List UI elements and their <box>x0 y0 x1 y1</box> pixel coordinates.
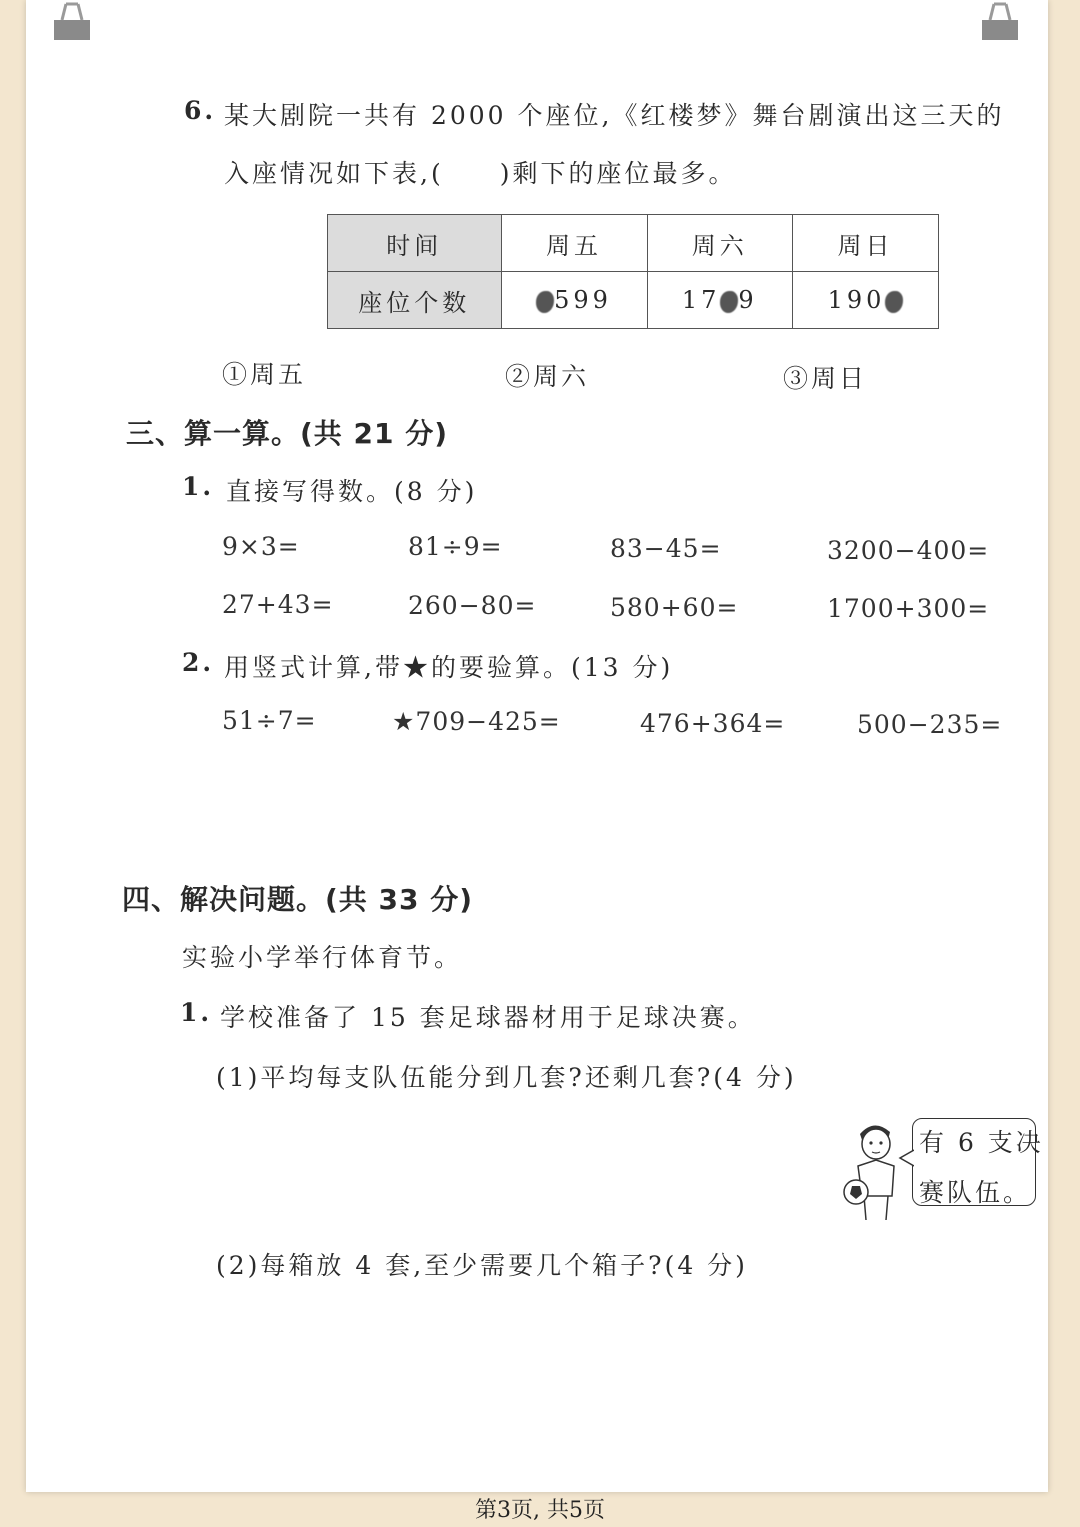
option-3: ③周日 <box>783 364 868 393</box>
table-header-cell: 周日 <box>793 215 939 272</box>
ink-blot <box>720 291 738 313</box>
table-header-cell: 周五 <box>501 215 647 272</box>
math-expression: 580+60= <box>610 593 739 622</box>
speech-pointer-icon <box>898 1148 914 1168</box>
math-expression: 1700+300= <box>827 594 990 623</box>
math-expression: 500−235= <box>857 710 1003 739</box>
seat-table <box>327 214 939 329</box>
question-text: 用竖式计算,带★的要验算。(13 分) <box>224 653 674 682</box>
question-number: 2. <box>182 648 215 677</box>
question-number: 1. <box>182 472 215 501</box>
math-expression: ★709−425= <box>392 707 561 736</box>
table-cell: 190 <box>793 272 939 329</box>
speech-text: 有 6 支决 <box>919 1128 1044 1157</box>
math-expression: 83−45= <box>610 534 722 563</box>
table-cell: 599 <box>501 272 647 329</box>
table-header-cell: 周六 <box>647 215 793 272</box>
speech-bubble <box>912 1118 1044 1207</box>
math-expression: 81÷9= <box>408 532 503 561</box>
question-number: 1. <box>180 998 213 1027</box>
math-expression: 476+364= <box>640 709 786 738</box>
table-row-label: 座位个数 <box>328 272 502 329</box>
table-header-cell: 时间 <box>328 215 502 272</box>
section-title: 三、算一算。(共 21 分) <box>126 417 449 450</box>
binder-clip-icon <box>52 2 92 42</box>
option-1: ①周五 <box>222 360 307 389</box>
math-expression: 260−80= <box>408 591 537 620</box>
sub-question: (2)每箱放 4 套,至少需要几个箱子?(4 分) <box>216 1251 748 1280</box>
table-row <box>328 272 939 329</box>
binder-clip-icon <box>980 2 1020 42</box>
section-intro: 实验小学举行体育节。 <box>182 943 463 972</box>
question-text: 直接写得数。(8 分) <box>226 477 478 506</box>
math-expression: 3200−400= <box>827 536 990 565</box>
question-text: 某大剧院一共有 2000 个座位,《红楼梦》舞台剧演出这三天的 <box>224 101 1005 130</box>
speech-text: 赛队伍。 <box>919 1178 1032 1207</box>
section-title: 四、解决问题。(共 33 分) <box>122 883 474 916</box>
page-footer: 第3页, 共5页 <box>475 1498 605 1523</box>
math-expression: 9×3= <box>222 532 300 561</box>
math-expression: 27+43= <box>222 590 334 619</box>
sub-question: (1)平均每支队伍能分到几套?还剩几套?(4 分) <box>216 1063 797 1092</box>
table-row <box>328 215 939 272</box>
option-2: ②周六 <box>505 362 590 391</box>
boy-with-football-illustration <box>836 1116 912 1222</box>
question-text: 学校准备了 15 套足球器材用于足球决赛。 <box>220 1003 756 1032</box>
question-number: 6. <box>184 96 217 125</box>
math-expression: 51÷7= <box>222 706 317 735</box>
ink-blot <box>885 291 903 313</box>
table-cell: 17 9 <box>647 272 793 329</box>
ink-blot <box>536 291 554 313</box>
question-text: 入座情况如下表,( )剩下的座位最多。 <box>224 159 737 188</box>
